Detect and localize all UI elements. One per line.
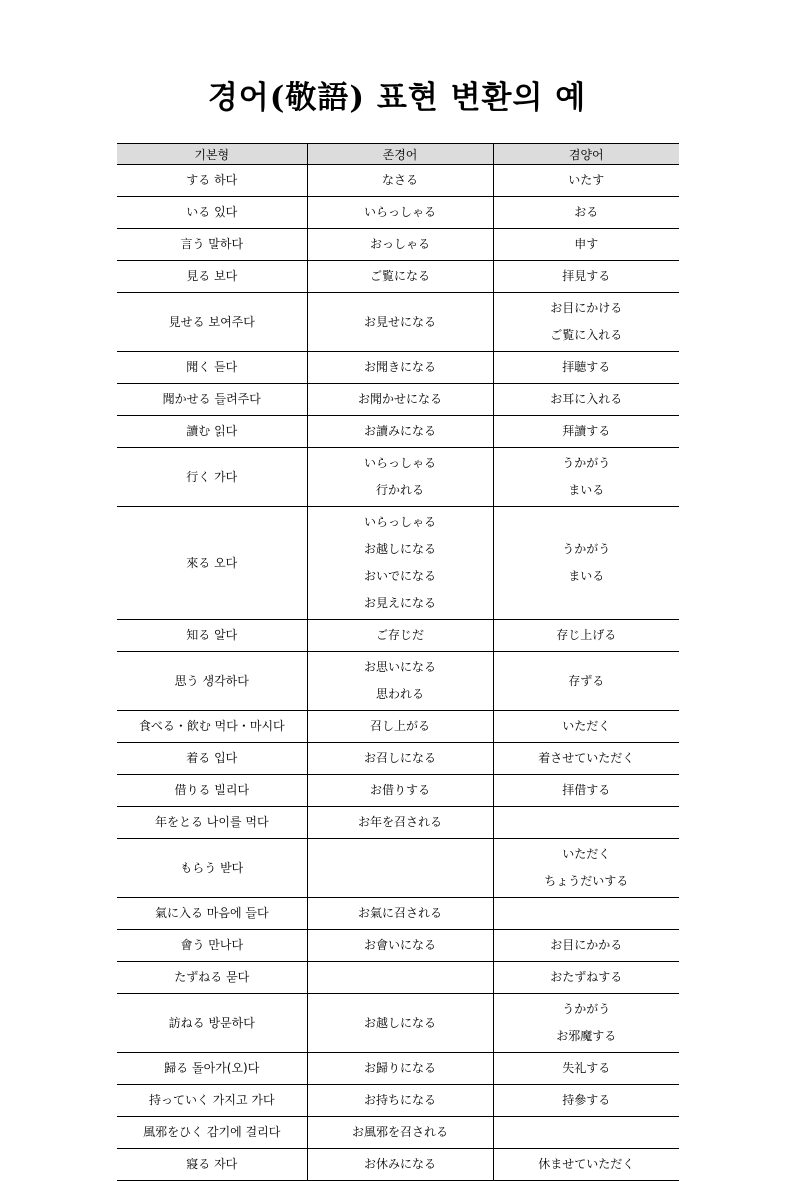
honorific-text: 召し上がる xyxy=(369,719,430,733)
cell-base-form xyxy=(117,652,307,711)
cell-humble xyxy=(493,197,679,229)
base-form-text: 行く 가다 xyxy=(186,469,238,484)
honorific-text: なさる xyxy=(381,173,418,187)
table-body xyxy=(117,165,679,1181)
base-form-text: 歸る 돌아가(오)다 xyxy=(164,1061,260,1075)
humble-text: 休ませていただく xyxy=(538,1157,635,1171)
base-form-text: 會う 만나다 xyxy=(180,938,244,952)
cell-base-form xyxy=(117,416,307,448)
cell-base-form xyxy=(117,1117,307,1149)
base-form-text: 言う 말하다 xyxy=(180,237,244,251)
cell-honorific xyxy=(307,384,493,416)
cell-base-form xyxy=(117,229,307,261)
cell-base-form xyxy=(117,448,307,507)
cell-base-form xyxy=(117,775,307,807)
cell-humble xyxy=(493,293,679,352)
table-row xyxy=(117,197,679,229)
humble-text: 拝見する xyxy=(562,269,611,283)
table-row xyxy=(117,1117,679,1149)
humble-text: 存ずる xyxy=(568,673,605,688)
table-row xyxy=(117,994,679,1053)
page-title: 경어(敬語) 표현 변환의 예 xyxy=(207,80,587,116)
base-form-text: 年をとる 나이를 먹다 xyxy=(154,815,269,829)
table-row xyxy=(117,1085,679,1117)
base-form-text: 聞く 듣다 xyxy=(186,360,238,374)
cell-honorific xyxy=(307,229,493,261)
honorific-text: お風邪を召される xyxy=(351,1125,448,1139)
honorific-text: お越しになる xyxy=(363,1015,436,1030)
cell-honorific xyxy=(307,898,493,930)
honorific-text: お年を召される xyxy=(357,815,442,829)
base-form-text: 食べる・飮む 먹다・마시다 xyxy=(138,719,285,733)
honorific-text: お持ちになる xyxy=(363,1093,436,1107)
humble-text: 着させていただく xyxy=(538,751,635,765)
cell-humble xyxy=(493,384,679,416)
base-form-text: 思う 생각하다 xyxy=(174,673,249,688)
table-row xyxy=(117,261,679,293)
honorific-text: お召しになる xyxy=(363,751,436,765)
cell-honorific xyxy=(307,352,493,384)
cell-base-form xyxy=(117,807,307,839)
cell-base-form xyxy=(117,1149,307,1181)
header-humble: 겸양어 xyxy=(493,144,679,165)
honorific-text: お歸りになる xyxy=(363,1061,436,1075)
cell-base-form xyxy=(117,898,307,930)
base-form-text: 訪ねる 방문하다 xyxy=(168,1015,255,1030)
base-form-text: もらう 받다 xyxy=(180,860,244,875)
cell-honorific xyxy=(307,261,493,293)
honorific-text: お見えになる xyxy=(363,596,436,610)
cell-base-form xyxy=(117,352,307,384)
cell-base-form xyxy=(117,620,307,652)
base-form-text: する 하다 xyxy=(186,173,238,187)
table-row xyxy=(117,930,679,962)
honorific-text: おっしゃる xyxy=(369,237,430,251)
cell-base-form xyxy=(117,507,307,620)
humble-text: お目にかける xyxy=(550,301,623,315)
cell-humble xyxy=(493,416,679,448)
keigo-table xyxy=(117,143,679,1181)
cell-honorific xyxy=(307,652,493,711)
cell-humble xyxy=(493,165,679,197)
humble-text: まいる xyxy=(568,569,605,583)
humble-text: おる xyxy=(574,205,599,219)
cell-honorific xyxy=(307,1053,493,1085)
cell-humble xyxy=(493,807,679,839)
cell-humble xyxy=(493,930,679,962)
cell-humble xyxy=(493,652,679,711)
table-row xyxy=(117,652,679,711)
base-form-text: 讀む 읽다 xyxy=(186,424,238,438)
cell-honorific xyxy=(307,1149,493,1181)
humble-text: うかがう xyxy=(562,542,611,556)
cell-honorific xyxy=(307,448,493,507)
honorific-text: 行かれる xyxy=(375,483,424,497)
honorific-text: お讀みになる xyxy=(363,424,436,438)
table-row xyxy=(117,898,679,930)
humble-text: いたす xyxy=(568,173,605,187)
cell-humble xyxy=(493,448,679,507)
cell-honorific xyxy=(307,930,493,962)
cell-humble xyxy=(493,1117,679,1149)
table-row xyxy=(117,775,679,807)
header-honorific: 존경어 xyxy=(307,144,493,165)
table-row xyxy=(117,962,679,994)
cell-humble xyxy=(493,1149,679,1181)
table-header-row xyxy=(117,144,679,165)
cell-humble xyxy=(493,229,679,261)
cell-honorific xyxy=(307,775,493,807)
honorific-text: お聞かせになる xyxy=(357,392,442,406)
base-form-text: 着る 입다 xyxy=(186,751,238,765)
humble-text: お耳に入れる xyxy=(550,392,623,406)
humble-text: 拝借する xyxy=(562,783,611,797)
honorific-text: お氣に召される xyxy=(357,906,442,920)
honorific-text: お見せになる xyxy=(363,314,436,329)
cell-honorific xyxy=(307,807,493,839)
honorific-text: お越しになる xyxy=(363,542,436,556)
cell-humble xyxy=(493,775,679,807)
humble-text: いただく xyxy=(562,847,611,861)
cell-honorific xyxy=(307,197,493,229)
cell-base-form xyxy=(117,261,307,293)
table-row xyxy=(117,507,679,620)
base-form-text: 聞かせる 들려주다 xyxy=(162,392,261,406)
table-row xyxy=(117,620,679,652)
humble-text: 申す xyxy=(574,237,599,251)
cell-humble xyxy=(493,1053,679,1085)
cell-base-form xyxy=(117,839,307,898)
honorific-text: お休みになる xyxy=(363,1157,436,1171)
cell-honorific xyxy=(307,416,493,448)
honorific-text: お聞きになる xyxy=(363,360,436,374)
cell-base-form xyxy=(117,1053,307,1085)
cell-honorific xyxy=(307,293,493,352)
honorific-text: 思われる xyxy=(375,687,424,701)
table-row xyxy=(117,1053,679,1085)
table-row xyxy=(117,293,679,352)
humble-text: うかがう xyxy=(562,456,611,470)
honorific-text: いらっしゃる xyxy=(363,456,436,470)
table-row xyxy=(117,448,679,507)
table-row xyxy=(117,839,679,898)
honorific-text: ご覧になる xyxy=(369,269,430,283)
header-base-form: 기본형 xyxy=(117,144,307,165)
humble-text: 失礼する xyxy=(562,1061,611,1075)
cell-honorific xyxy=(307,994,493,1053)
cell-base-form xyxy=(117,197,307,229)
cell-honorific xyxy=(307,711,493,743)
humble-text: ちょうだいする xyxy=(544,874,629,888)
cell-base-form xyxy=(117,962,307,994)
honorific-text: いらっしゃる xyxy=(363,205,436,219)
cell-honorific xyxy=(307,1085,493,1117)
humble-text: 拝聴する xyxy=(562,360,611,374)
humble-text: 持參する xyxy=(562,1093,611,1107)
humble-text: いただく xyxy=(562,719,611,733)
table-row xyxy=(117,743,679,775)
cell-humble xyxy=(493,507,679,620)
cell-base-form xyxy=(117,994,307,1053)
cell-humble xyxy=(493,994,679,1053)
table-row xyxy=(117,384,679,416)
honorific-text: ご存じだ xyxy=(375,628,424,642)
table-row xyxy=(117,416,679,448)
base-form-text: 見せる 보여주다 xyxy=(168,314,255,329)
table-row xyxy=(117,165,679,197)
cell-humble xyxy=(493,261,679,293)
table-row xyxy=(117,229,679,261)
cell-honorific xyxy=(307,165,493,197)
humble-text: 拜讀する xyxy=(562,424,611,438)
cell-humble xyxy=(493,743,679,775)
cell-base-form xyxy=(117,711,307,743)
cell-honorific xyxy=(307,620,493,652)
cell-honorific xyxy=(307,839,493,898)
table-row xyxy=(117,807,679,839)
humble-text: まいる xyxy=(568,483,605,497)
base-form-text: 寢る 자다 xyxy=(186,1157,238,1171)
humble-text: ご覧に入れる xyxy=(550,328,623,342)
base-form-text: 氣に入る 마음에 들다 xyxy=(154,906,269,920)
cell-base-form xyxy=(117,743,307,775)
cell-honorific xyxy=(307,743,493,775)
honorific-text: いらっしゃる xyxy=(363,515,436,529)
cell-humble xyxy=(493,1085,679,1117)
base-form-text: たずねる 묻다 xyxy=(174,970,250,984)
cell-base-form xyxy=(117,384,307,416)
honorific-text: おいでになる xyxy=(363,569,436,583)
cell-humble xyxy=(493,839,679,898)
cell-humble xyxy=(493,620,679,652)
table-row xyxy=(117,711,679,743)
cell-humble xyxy=(493,962,679,994)
base-form-text: 借りる 빌리다 xyxy=(174,783,250,797)
cell-honorific xyxy=(307,507,493,620)
table-row xyxy=(117,352,679,384)
base-form-text: いる 있다 xyxy=(186,205,238,219)
humble-text: お邪魔する xyxy=(556,1029,617,1043)
cell-honorific xyxy=(307,1117,493,1149)
humble-text: お目にかかる xyxy=(550,938,623,952)
cell-honorific xyxy=(307,962,493,994)
humble-text: おたずねする xyxy=(550,970,623,984)
cell-base-form xyxy=(117,165,307,197)
honorific-text: お思いになる xyxy=(363,660,436,674)
cell-humble xyxy=(493,352,679,384)
base-form-text: 來る 오다 xyxy=(186,555,238,570)
humble-text: 存じ上げる xyxy=(556,628,617,642)
cell-humble xyxy=(493,898,679,930)
base-form-text: 風邪をひく 감기에 걸리다 xyxy=(143,1125,281,1139)
cell-humble xyxy=(493,711,679,743)
table-row xyxy=(117,1149,679,1181)
humble-text: うかがう xyxy=(562,1002,611,1016)
cell-base-form xyxy=(117,293,307,352)
base-form-text: 知る 알다 xyxy=(186,628,238,642)
honorific-text: お會いになる xyxy=(363,938,436,952)
cell-base-form xyxy=(117,1085,307,1117)
honorific-text: お借りする xyxy=(369,783,430,797)
base-form-text: 見る 보다 xyxy=(186,269,238,283)
cell-base-form xyxy=(117,930,307,962)
base-form-text: 持っていく 가지고 가다 xyxy=(148,1093,275,1107)
